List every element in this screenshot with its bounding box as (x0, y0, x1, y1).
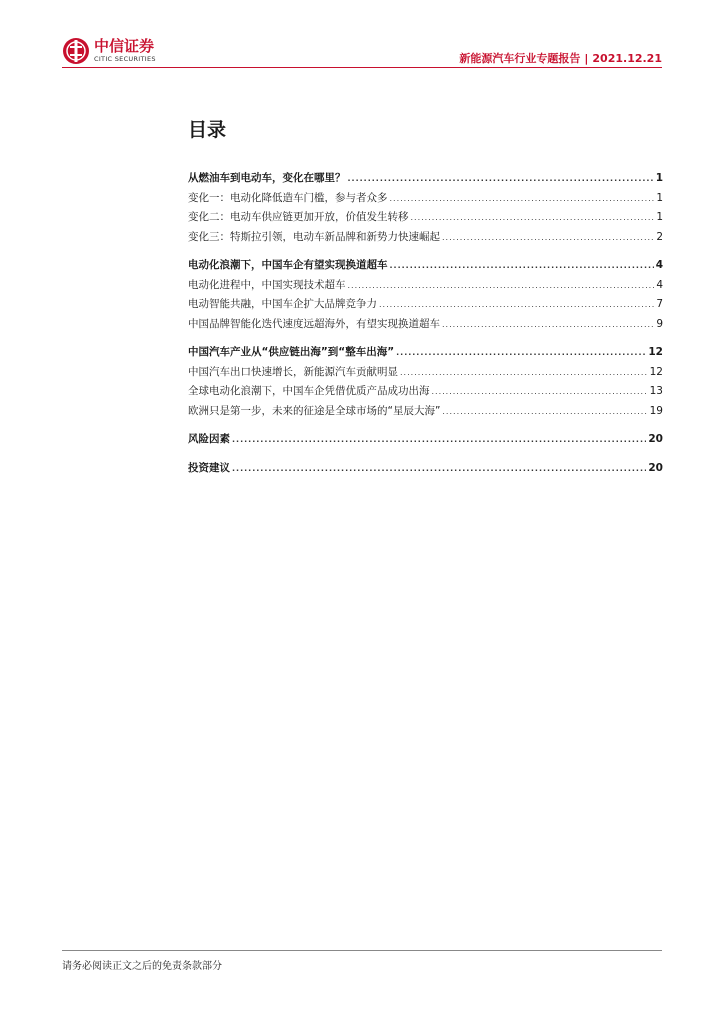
toc-entry-text: 中国汽车出口快速增长，新能源汽车贡献明显 (188, 365, 398, 378)
toc-entry-text: 风险因素 (188, 433, 230, 445)
toc-entry-text: 从燃油车到电动车，变化在哪里？ (188, 172, 346, 184)
toc-title: 目录 (188, 119, 227, 141)
toc-entry-page: 7 (656, 298, 663, 310)
toc-entry-page: 4 (656, 278, 663, 291)
citic-emblem-icon (62, 37, 90, 65)
toc-leader-dots (396, 348, 646, 357)
toc-entry-page: 19 (649, 404, 663, 417)
toc-entry[interactable] (188, 316, 663, 336)
toc-entry[interactable] (188, 296, 663, 316)
toc-leader-dots (442, 233, 654, 242)
toc-entry-page: 20 (648, 461, 663, 474)
toc-entry[interactable] (188, 277, 663, 297)
toc-entry[interactable] (188, 209, 663, 229)
toc-leader-dots (400, 368, 648, 377)
toc-entry[interactable] (188, 344, 663, 364)
toc-leader-dots (379, 300, 654, 309)
toc-entry-page: 1 (655, 172, 663, 184)
toc-entry-text: 中国汽车产业从“供应链出海”到“整车出海” (188, 346, 395, 358)
toc-entry-text: 投资建议 (188, 461, 230, 474)
toc-leader-dots (390, 194, 655, 203)
toc-entry[interactable] (188, 170, 663, 190)
logo-english-name: CITIC SECURITIES (94, 55, 156, 64)
toc-entry-text: 欧洲只是第一步，未来的征途是全球市场的“星辰大海” (188, 404, 441, 417)
header-divider (62, 67, 662, 68)
toc-entry-page: 12 (648, 346, 663, 358)
footer-divider (62, 950, 662, 951)
toc-entry-text: 变化二：电动车供应链更加开放，价值发生转移 (188, 211, 409, 223)
toc-entry-text: 电动智能共融，中国车企扩大品牌竞争力 (188, 298, 377, 310)
toc-leader-dots (232, 435, 646, 444)
footer-disclaimer: 请务必阅读正文之后的免责条款部分 (62, 961, 222, 972)
toc-leader-dots (411, 213, 655, 222)
toc-entry[interactable] (188, 431, 663, 451)
toc-entry-text: 中国品牌智能化迭代速度远超海外，有望实现换道超车 (188, 317, 440, 330)
citic-logo (62, 37, 156, 65)
header-report-info (459, 50, 662, 66)
toc-entry-page: 1 (656, 211, 663, 223)
toc-entry-text: 变化一：电动化降低造车门槛，参与者众多 (188, 191, 388, 204)
header-separator: | (584, 52, 589, 65)
toc-leader-dots (432, 387, 648, 396)
toc-entry-text: 变化三：特斯拉引领，电动车新品牌和新势力快速崛起 (188, 230, 440, 243)
toc-entry-text: 电动化浪潮下，中国车企有望实现换道超车 (188, 259, 388, 271)
toc-entry[interactable] (188, 190, 663, 210)
page-header (0, 0, 724, 70)
toc-entry-text: 电动化进程中，中国实现技术超车 (188, 278, 346, 291)
toc-entry[interactable] (188, 364, 663, 384)
toc-leader-dots (442, 320, 654, 329)
toc-leader-dots (390, 261, 654, 270)
toc-leader-dots (348, 174, 654, 183)
toc-entry[interactable] (188, 460, 663, 480)
report-title: 新能源汽车行业专题报告 (459, 52, 581, 65)
toc-entry-page: 4 (655, 259, 663, 271)
report-date: 2021.12.21 (592, 52, 662, 65)
toc-entry-page: 12 (649, 365, 663, 378)
toc-entry[interactable] (188, 403, 663, 423)
toc-entry-page: 9 (656, 317, 663, 330)
toc-entry-text: 全球电动化浪潮下，中国车企凭借优质产品成功出海 (188, 385, 430, 397)
logo-chinese-name: 中信证券 (94, 37, 155, 56)
toc-leader-dots (232, 464, 646, 473)
toc-entry[interactable] (188, 257, 663, 277)
toc-leader-dots (348, 281, 655, 290)
toc-entry[interactable] (188, 229, 663, 249)
toc-entry[interactable] (188, 383, 663, 403)
toc-entry-page: 2 (656, 230, 663, 243)
toc-entry-page: 20 (648, 433, 663, 445)
toc-entry-page: 13 (649, 385, 663, 397)
table-of-contents (188, 170, 663, 479)
toc-leader-dots (442, 407, 647, 416)
toc-entry-page: 1 (656, 191, 663, 204)
